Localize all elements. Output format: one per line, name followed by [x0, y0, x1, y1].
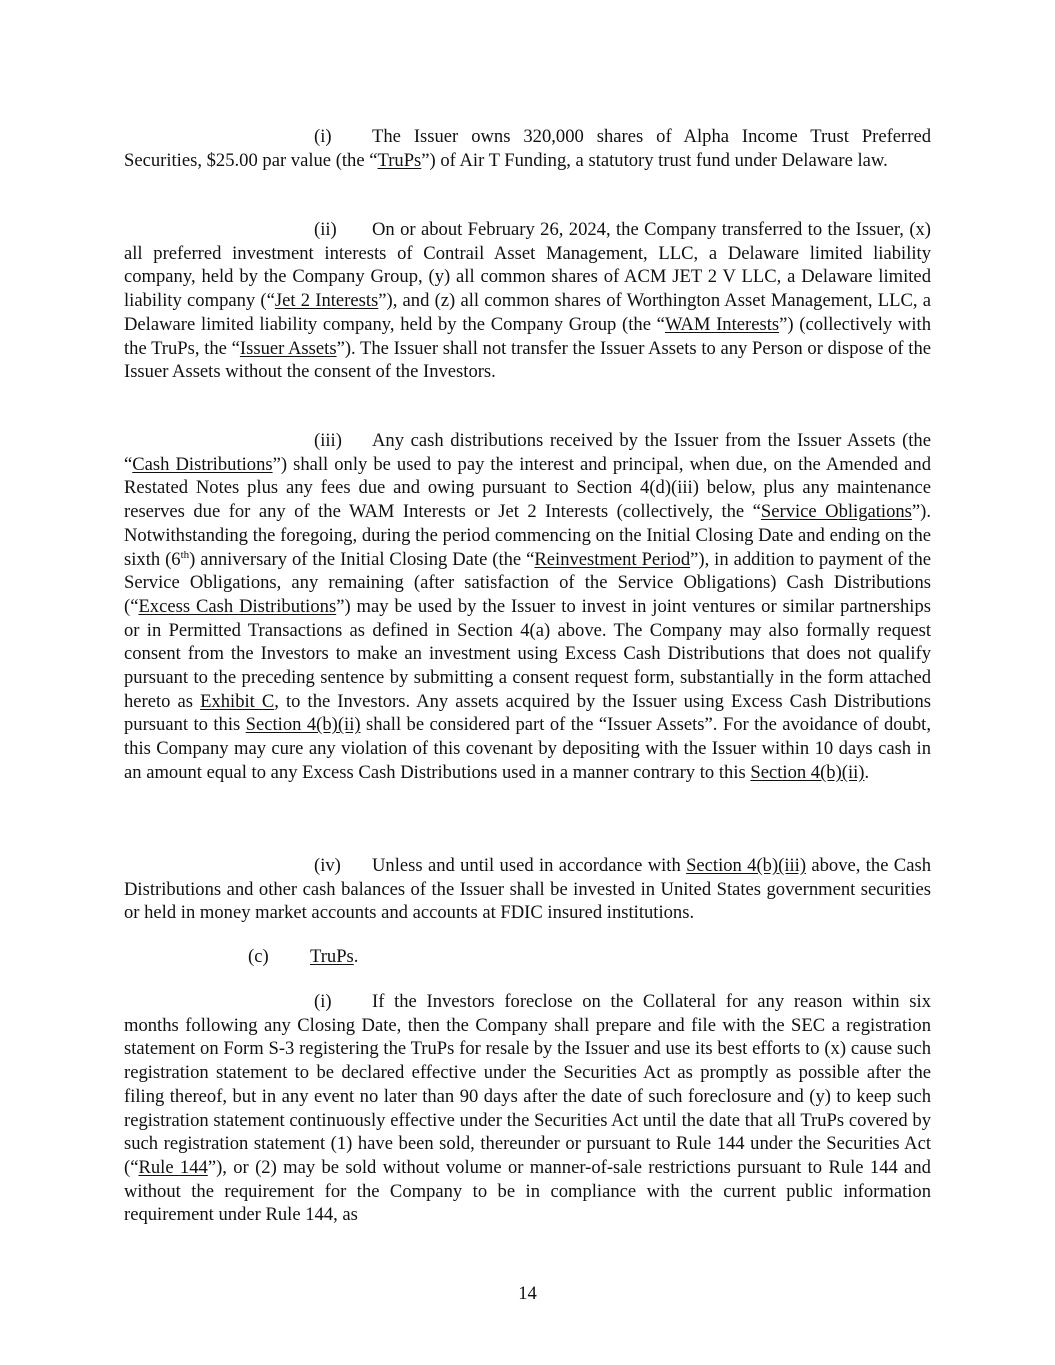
section-reference: Section 4(b)(iii): [686, 855, 807, 876]
defined-term: WAM Interests: [664, 313, 780, 335]
defined-term: Cash Distributions: [132, 453, 273, 475]
defined-term: TruPs: [377, 149, 422, 171]
section-reference: Section 4(b)(ii): [245, 714, 361, 736]
exhibit-reference: Exhibit C: [200, 690, 275, 712]
section-title: TruPs: [310, 946, 354, 967]
defined-term: Issuer Assets: [239, 337, 337, 359]
clause-number: (i): [314, 126, 332, 147]
paragraph-b-i: (i) The Issuer owns 320,000 shares of Alpha Income Trust Preferred Securities, $25.00 par value (the “TruPs”) of Air T Funding, a statutory trust fund under Delaware law.: [124, 126, 931, 171]
paragraph-c-i: (i) If the Investors foreclose on the Collateral for any reason within six months following any Closing Date, then the Company shall prepare and file with the SEC a registration statement on Form S-3 registering the TruPs for resale by the Issuer and use its best efforts to (x) cause such registration statement to be declared effective under the Securities Act as promptly as possible after the filing thereof, but in any event no later than 90 days after the date of such foreclosure and (y) to keep such registration statement continuously effective under the Securities Act until the date that all TruPs covered by such registration statement (1) have been sold, thereunder or pursuant to Rule 144 under the Securities Act (“Rule 144”), or (2) may be sold without volume or manner-of-sale restrictions pursuant to Rule 144 and without the requirement for the Company to be in compliance with the current public information requirement under Rule 144, as: [124, 991, 931, 1226]
defined-term: Excess Cash Distributions: [138, 595, 337, 617]
section-heading-c: (c) TruPs.: [248, 946, 359, 967]
page-number: 14: [518, 1283, 537, 1304]
clause-number: (iii): [314, 430, 342, 451]
section-number: (c): [248, 946, 269, 967]
paragraph-b-iv: (iv) Unless and until used in accordance with Section 4(b)(iii) above, the Cash Distributions and other cash balances of the Issuer shall be invested in United States government securities or held in money market accounts and accounts at FDIC insured institutions.: [124, 855, 931, 924]
defined-term: Reinvestment Period: [534, 548, 691, 570]
defined-term: Rule 144: [138, 1156, 208, 1178]
ordinal-superscript: th: [180, 548, 190, 561]
defined-term: Service Obligations: [760, 501, 912, 523]
section-reference: Section 4(b)(ii): [750, 761, 865, 783]
defined-term: Jet 2 Interests: [274, 290, 379, 312]
paragraph-b-ii: (ii) On or about February 26, 2024, the Company transferred to the Issuer, (x) all preferred investment interests of Contrail Asset Management, LLC, a Delaware limited liability company, held by the Company Group, (y) all common shares of ACM JET 2 V LLC, a Delaware limited liability company (“Jet 2 Interests”), and (z) all common shares of Worthington Asset Management, LLC, a Delaware limited liability company, held by the Company Group (the “WAM Interests”) (collectively with the TruPs, the “Issuer Assets”). The Issuer shall not transfer the Issuer Assets to any Person or dispose of the Issuer Assets without the consent of the Investors.: [124, 219, 931, 383]
clause-number: (i): [314, 991, 332, 1012]
paragraph-b-iii: (iii) Any cash distributions received by the Issuer from the Issuer Assets (the “Cash Distributions”) shall only be used to pay the interest and principal, when due, on the Amended and Restated Notes plus any fees due and owing pursuant to Section 4(d)(iii) below, plus any maintenance reserves due for any of the WAM Interests or Jet 2 Interests (collectively, the “Service Obligations”). Notwithstanding the foregoing, during the period commencing on the Initial Closing Date and ending on the sixth (6th) anniversary of the Initial Closing Date (the “Reinvestment Period”), in addition to payment of the Service Obligations, any remaining (after satisfaction of the Service Obligations) Cash Distributions (“Excess Cash Distributions”) may be used by the Issuer to invest in joint ventures or similar partnerships or in Permitted Transactions as defined in Section 4(a) above. The Company may also formally request consent from the Investors to make an investment using Excess Cash Distributions that does not qualify pursuant to the preceding sentence by submitting a consent request form, substantially in the form attached hereto as Exhibit C, to the Investors. Any assets acquired by the Issuer using Excess Cash Distributions pursuant to this Section 4(b)(ii) shall be considered part of the “Issuer Assets”. For the avoidance of doubt, this Company may cure any violation of this covenant by depositing with the Issuer within 10 days cash in an amount equal to any Excess Cash Distributions used in a manner contrary to this Section 4(b)(ii).: [124, 430, 932, 783]
clause-number: (ii): [314, 219, 337, 240]
clause-number: (iv): [314, 855, 341, 876]
